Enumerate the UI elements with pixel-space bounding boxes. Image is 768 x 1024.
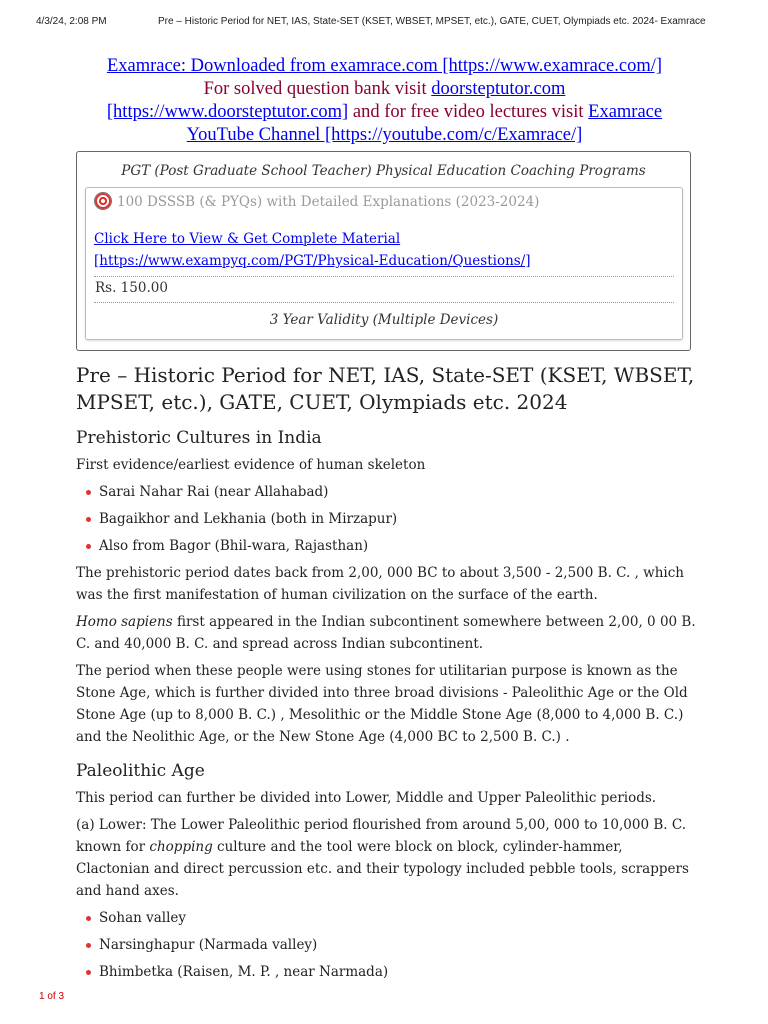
- list-item: Sarai Nahar Rai (near Allahabad): [76, 481, 696, 503]
- coaching-program-box: [76, 151, 691, 351]
- paragraph: The prehistoric period dates back from 2,00, 000 BC to about 3,500 - 2,500 B. C. , which was the first manifestation of human civilization on the surface of the earth.: [76, 565, 684, 603]
- print-title: Pre – Historic Period for NET, IAS, State-SET (KSET, WBSET, MPSET, etc.), GATE, CUET, Olympiads etc. 2024- Examrace: [158, 16, 706, 27]
- list-item: Bagaikhor and Lekhania (both in Mirzapur): [76, 508, 696, 530]
- lower-paleolithic-sites-list: [76, 907, 696, 983]
- paragraph: First evidence/earliest evidence of human skeleton: [76, 457, 426, 473]
- paragraph: [76, 611, 696, 655]
- italic-term: chopping: [149, 839, 213, 855]
- article-title: Pre – Historic Period for NET, IAS, State-SET (KSET, WBSET, MPSET, etc.), GATE, CUET, Olympiads etc. 2024: [76, 363, 695, 414]
- examrace-youtube-link[interactable]: Examrace: [588, 102, 663, 122]
- product-price: Rs. 150.00: [95, 280, 168, 296]
- section-heading-prehistoric-cultures: Prehistoric Cultures in India: [76, 428, 322, 448]
- page-counter: 1 of 3: [39, 991, 65, 1002]
- product-card: [85, 187, 683, 340]
- banner-text-2: and for free video lectures visit: [348, 102, 589, 122]
- list-item: Sohan valley: [76, 907, 696, 929]
- skeleton-sites-list: [76, 481, 696, 557]
- doorsteptutor-link[interactable]: doorsteptutor.com: [431, 79, 566, 99]
- doorsteptutor-url-link[interactable]: [https://www.doorsteptutor.com]: [106, 102, 349, 122]
- paragraph-text: (a) Lower: The Lower Paleolithic period flourished from around 5,00, 000 to 10,000 B. C. known for: [76, 817, 686, 855]
- banner-text: For solved question bank visit: [203, 79, 432, 99]
- target-icon: [95, 193, 111, 209]
- divider: [94, 302, 674, 303]
- examrace-download-link[interactable]: Examrace: Downloaded from examrace.com [https://www.examrace.com/]: [106, 56, 663, 76]
- paragraph-text: first appeared in the Indian subcontinent somewhere between 2,00, 0 00 B. C. and 40,000 B. C. and spread across Indian subcontinent.: [76, 614, 696, 652]
- validity-note: 3 Year Validity (Multiple Devices): [269, 312, 499, 328]
- product-name: 100 DSSSB (& PYQs) with Detailed Explanations (2023-2024): [117, 194, 540, 210]
- get-material-link[interactable]: Click Here to View & Get Complete Material [https://www.exampyq.com/PGT/Physical-Education/Questions/]: [94, 231, 531, 269]
- examrace-banner: [76, 55, 693, 147]
- product-header: [95, 193, 539, 210]
- print-datetime: 4/3/24, 2:08 PM: [36, 16, 107, 27]
- list-item: Bhimbetka (Raisen, M. P. , near Narmada): [76, 961, 696, 983]
- paragraph: [76, 814, 696, 902]
- article-body: [76, 362, 696, 988]
- youtube-channel-link[interactable]: YouTube Channel [https://youtube.com/c/Examrace/]: [186, 125, 583, 145]
- paragraph: The period when these people were using stones for utilitarian purpose is known as the Stone Age, which is further divided into three broad divisions - Paleolithic Age or the Old Stone Age (up to 8,000 B. C.) , Mesolithic or the Middle Stone Age (8,000 to 4,000 B. C.) and the Neolithic Age, or the New Stone Age (4,000 BC to 2,500 B. C.) .: [76, 663, 688, 745]
- program-title: PGT (Post Graduate School Teacher) Physical Education Coaching Programs: [121, 163, 646, 179]
- list-item: Narsinghapur (Narmada valley): [76, 934, 696, 956]
- list-item: Also from Bagor (Bhil-wara, Rajasthan): [76, 535, 696, 557]
- paragraph-text: culture and the tool were block on block, cylinder-hammer, Clactonian and direct percussion etc. and their typology included pebble tools, scrappers and hand axes.: [76, 839, 689, 899]
- section-heading-paleolithic: Paleolithic Age: [76, 761, 205, 781]
- italic-term: Homo sapiens: [76, 614, 173, 630]
- paragraph: This period can further be divided into Lower, Middle and Upper Paleolithic periods.: [76, 790, 657, 806]
- divider: [94, 276, 674, 277]
